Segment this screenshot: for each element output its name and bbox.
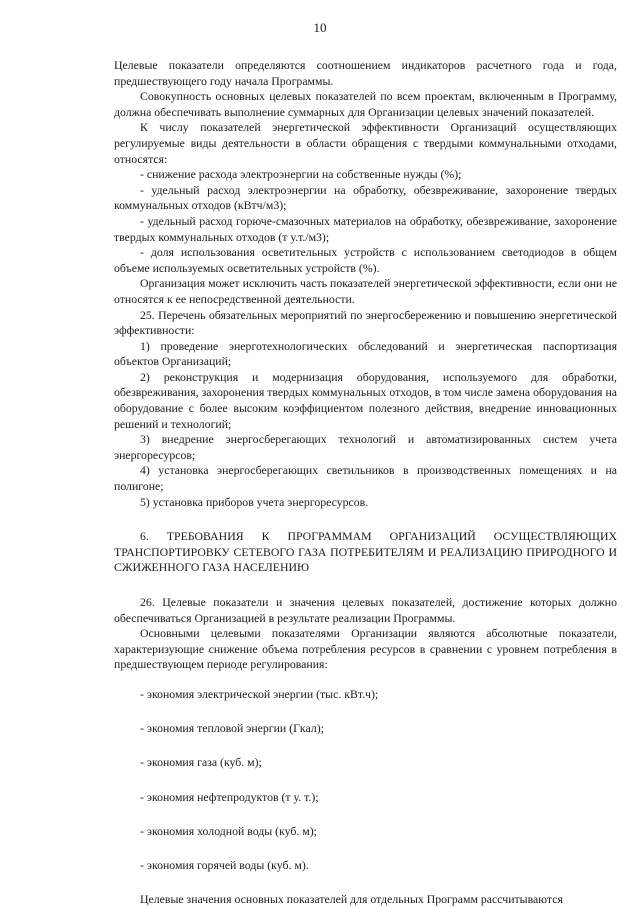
page-number: 10 [313, 20, 327, 35]
list-item: 2) реконструкция и модернизация оборудования, используемого для обработки, обезвреживания, захоронения твердых коммунальных отходов, в том числе замена оборудования на оборудование с более высоким коэффициентом полезного действия, внедрение инновационных решений и технологий; [114, 369, 617, 431]
indicator-item: - экономия нефтепродуктов (т у. т.); [140, 789, 319, 804]
indicator-item: - экономия холодной воды (куб. м); [140, 823, 317, 838]
page-content [114, 58, 617, 908]
paragraph: К числу показателей энергетической эффективности Организаций осуществляющих регулируемые виды деятельности в области обращения с твердыми коммунальными отходами, относятся: [114, 120, 617, 166]
paragraph: Организация может исключить часть показателей энергетической эффективности, если они не относятся к ее непосредственной деятельности. [114, 276, 617, 306]
paragraph: Целевые показатели определяются соотношением индикаторов расчетного года и года, предшествующего году начала Программы. [114, 58, 617, 88]
list-item: - удельный расход горюче-смазочных материалов на обработку, обезвреживание, захоронение твердых коммунальных отходов (т у.т./м3); [114, 213, 617, 244]
list-item: 5) установка приборов учета энергоресурсов. [140, 494, 369, 509]
paragraph: Совокупность основных целевых показателей по всем проектам, включенным в Программу, должна обеспечивать выполнение суммарных для Организации целевых значений показателей. [114, 89, 617, 119]
list-item: 4) установка энергосберегающих светильников в производственных помещениях и на полигоне; [114, 463, 617, 494]
section-heading: 6. ТРЕБОВАНИЯ К ПРОГРАММАМ ОРГАНИЗАЦИЙ ОСУЩЕСТВЛЯЮЩИХ ТРАНСПОРТИРОВКУ СЕТЕВОГО ГАЗА ПОТРЕБИТЕЛЯМ И РЕАЛИЗАЦИЮ ПРИРОДНОГО И СЖИЖЕННОГО ГАЗА НАСЕЛЕНИЮ [114, 529, 617, 575]
list-item: - удельный расход электроэнергии на обработку, обезвреживание, захоронение твердых коммунальных отходов (кВтч/м3); [114, 182, 617, 213]
list-item: 3) внедрение энергосберегающих технологий и автоматизированных систем учета энергоресурсов; [114, 432, 617, 462]
indicator-item: - экономия электрической энергии (тыс. кВт.ч); [140, 686, 379, 701]
final-paragraph: Целевые значения основных показателей для отдельных Программ рассчитываются [140, 892, 563, 907]
list-item: - снижение расхода электроэнергии на собственные нужды (%); [140, 167, 462, 182]
paragraph: 26. Целевые показатели и значения целевых показателей, достижение которых должно обеспечиваться Организацией в результате реализации Программы. [114, 595, 617, 625]
top-paragraphs [114, 58, 617, 510]
list-item: 1) проведение энерготехнологических обследований и энергетическая паспортизация объектов Организаций; [114, 338, 617, 369]
list-item: - доля использования осветительных устройств с использованием светодиодов в общем объеме используемых осветительных устройств (%). [114, 245, 617, 275]
indicator-item: - экономия горячей воды (куб. м). [140, 857, 309, 872]
indicator-item: - экономия тепловой энергии (Гкал); [140, 721, 324, 736]
paragraph: 25. Перечень обязательных мероприятий по энергосбережению и повышению энергетической эффективности: [114, 307, 617, 338]
section-paragraphs [114, 595, 617, 673]
indicator-item: - экономия газа (куб. м); [140, 755, 262, 770]
paragraph: Основными целевыми показателями Организации являются абсолютные показатели, характеризующие снижение объема потребления ресурсов в сравнении с уровнем потребления в предшествующем периоде регулирования: [114, 626, 617, 672]
indicator-list [114, 687, 617, 874]
